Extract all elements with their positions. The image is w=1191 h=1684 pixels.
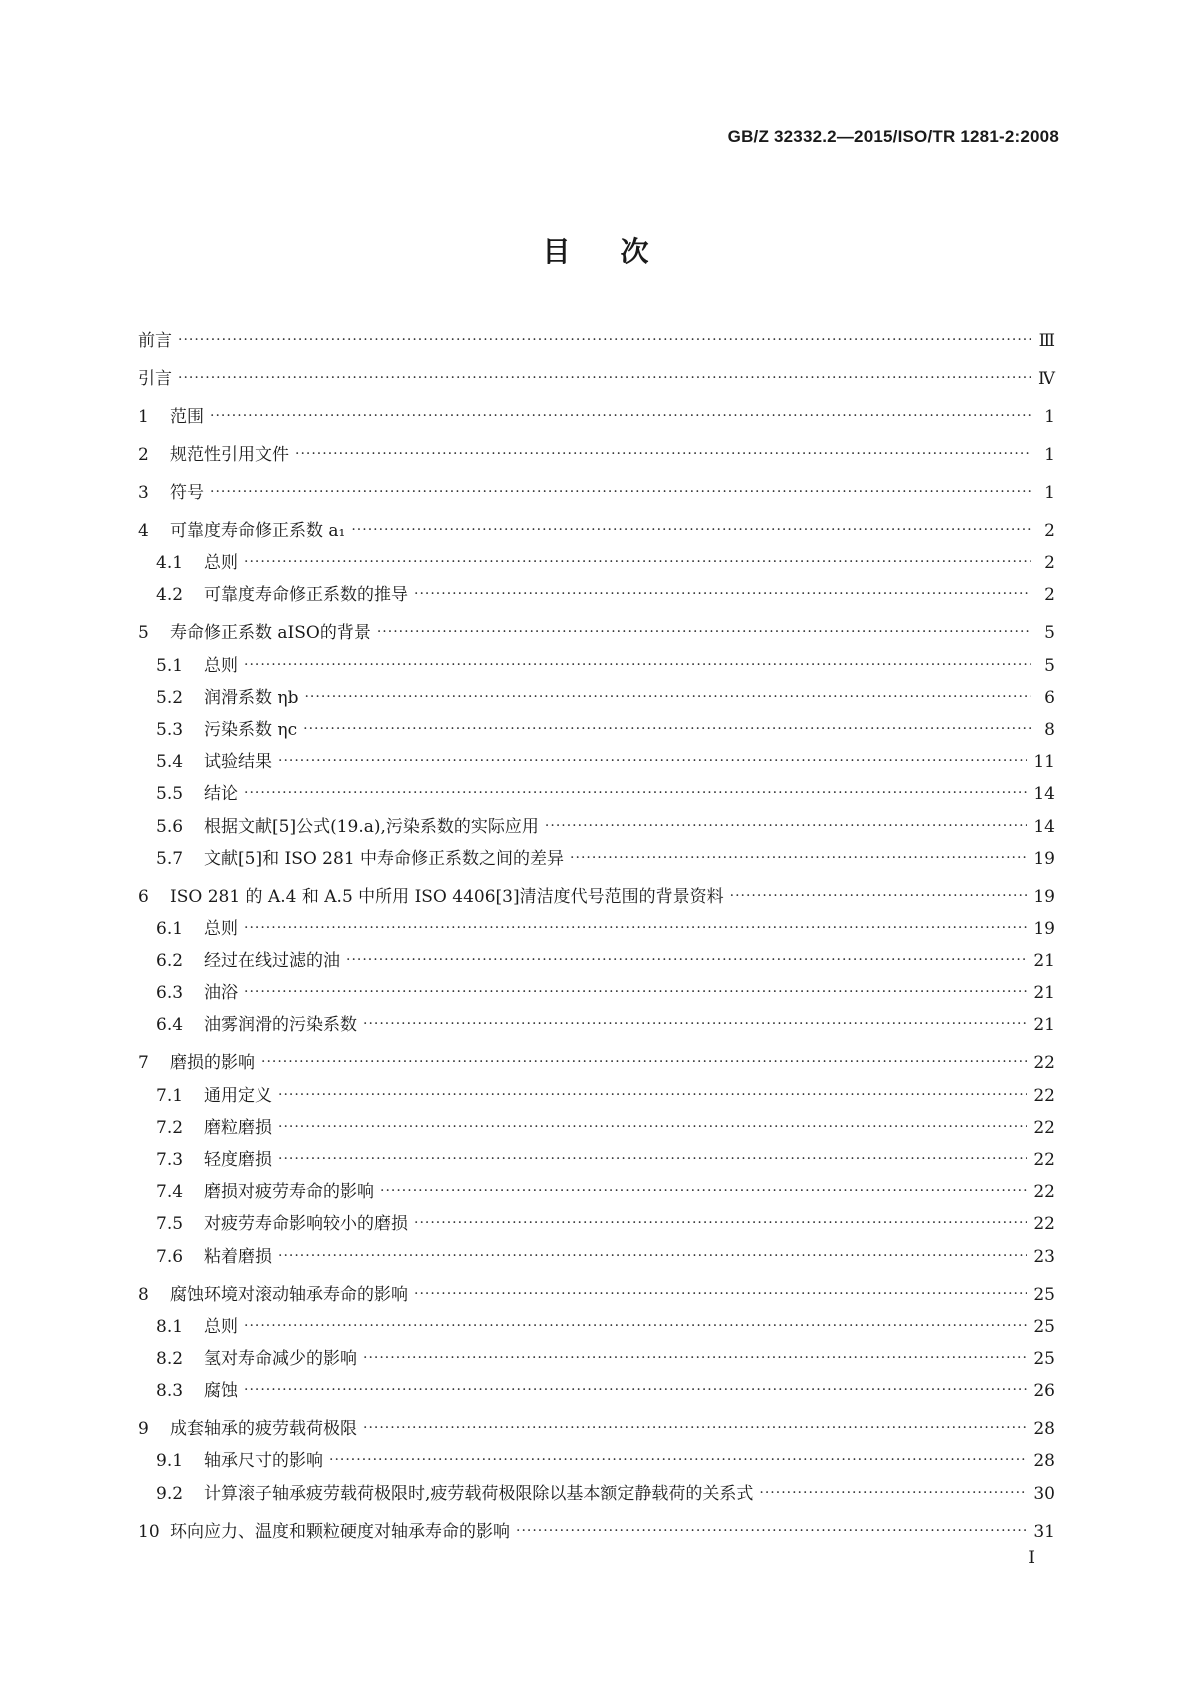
toc-entry-title: 通用定义: [204, 1085, 272, 1106]
toc-leader-dots: [210, 404, 1031, 427]
toc-entry-number: 10: [138, 1521, 160, 1542]
toc-entry-title: 经过在线过滤的油: [204, 951, 340, 972]
toc-subentry[interactable]: [138, 848, 1055, 871]
toc-entry-title: 总则: [204, 918, 238, 939]
toc-entry-number: 4.2: [156, 585, 184, 606]
toc-leader-dots: [278, 1083, 1027, 1106]
toc-entry-page: 2: [1044, 553, 1055, 574]
toc-leader-dots: [178, 328, 1031, 351]
toc-leader-dots: [377, 620, 1031, 643]
toc-entry-title: 结论: [204, 784, 238, 805]
toc-subentry[interactable]: [138, 1149, 1055, 1172]
toc-subentry[interactable]: [138, 1117, 1055, 1140]
toc-leader-dots: [570, 846, 1027, 869]
toc-entry-page: 28: [1033, 1451, 1055, 1472]
toc-leader-dots: [351, 518, 1031, 541]
toc-entry-title: 根据文献[5]公式(19.a),污染系数的实际应用: [204, 816, 539, 837]
toc-subentry[interactable]: [138, 816, 1055, 839]
toc-subentry[interactable]: [138, 552, 1055, 575]
toc-entry-page: 25: [1033, 1284, 1055, 1305]
toc-entry-number: 8.3: [156, 1381, 184, 1402]
toc-entry-page: 22: [1033, 1214, 1055, 1235]
toc-leader-dots: [363, 1346, 1027, 1369]
toc-entry-number: 7.6: [156, 1246, 184, 1267]
toc-entry-number: 6.4: [156, 1015, 184, 1036]
toc-leader-dots: [244, 781, 1027, 804]
toc-entry-number: 5: [138, 623, 149, 644]
toc-entry-page: 11: [1033, 752, 1055, 773]
toc-subentry[interactable]: [138, 1085, 1055, 1108]
toc-entry-number: 9: [138, 1419, 149, 1440]
toc-entry-title: 试验结果: [204, 752, 272, 773]
toc-entry-page: 14: [1033, 784, 1055, 805]
toc-subentry[interactable]: [138, 918, 1055, 941]
toc-entry-title: ISO 281 的 A.4 和 A.5 中所用 ISO 4406[3]清洁度代号范围的背景资料: [170, 886, 724, 907]
toc-entry-page: Ⅳ: [1038, 369, 1055, 389]
toc-entry-title: 环向应力、温度和颗粒硬度对轴承寿命的影响: [170, 1521, 510, 1542]
toc-subentry[interactable]: [138, 719, 1055, 742]
toc-entry-number: 5.5: [156, 784, 184, 805]
toc-entry-title: 可靠度寿命修正系数的推导: [204, 585, 408, 606]
toc-leader-dots: [730, 884, 1028, 907]
toc-entry-number: 6.2: [156, 951, 184, 972]
toc-entry-title: 文献[5]和 ISO 281 中寿命修正系数之间的差异: [204, 848, 565, 869]
page-number: I: [1028, 1548, 1035, 1568]
toc-entry-number: 5.7: [156, 848, 184, 869]
toc-entry-title: 总则: [204, 655, 238, 676]
toc-entry-page: 19: [1033, 918, 1055, 939]
toc-leader-dots: [244, 1314, 1027, 1337]
toc-subentry[interactable]: [138, 1246, 1055, 1269]
toc-entry-number: 7.2: [156, 1117, 184, 1138]
toc-entry-page: 25: [1033, 1348, 1055, 1369]
toc-entry-title: 对疲劳寿命影响较小的磨损: [204, 1214, 408, 1235]
toc-leader-dots: [210, 480, 1031, 503]
toc-entry-title: 腐蚀环境对滚动轴承寿命的影响: [170, 1284, 408, 1305]
toc-entry-title: 轻度磨损: [204, 1150, 272, 1170]
toc-entry-title: 磨损的影响: [170, 1053, 255, 1074]
toc-entry-page: 22: [1033, 1182, 1055, 1203]
toc-entry[interactable]: [138, 520, 1055, 543]
toc-entry-title: 磨损对疲劳寿命的影响: [204, 1182, 374, 1203]
toc-subentry[interactable]: [138, 584, 1055, 607]
toc-entry-number: 6.1: [156, 918, 184, 939]
toc-entry-title: 寿命修正系数 aISO的背景: [170, 623, 371, 644]
toc-entry-title: 粘着磨损: [204, 1246, 272, 1267]
page-title: 目次: [542, 235, 699, 268]
toc-entry-page: 1: [1044, 407, 1055, 427]
toc-entry-page: 25: [1033, 1316, 1055, 1337]
toc-entry[interactable]: [138, 1521, 1055, 1544]
toc-entry-number: 7.1: [156, 1085, 184, 1106]
toc-entry-page: 1: [1044, 445, 1055, 465]
toc-entry-page: 26: [1033, 1381, 1055, 1402]
toc-subentry[interactable]: [138, 1483, 1055, 1506]
toc-leader-dots: [244, 1378, 1027, 1401]
toc-entry-number: 8: [138, 1284, 149, 1305]
toc-entry-number: 9.1: [156, 1451, 184, 1472]
toc-entry[interactable]: [138, 330, 1055, 353]
table-of-contents: [138, 330, 1055, 1544]
toc-entry-number: 5.3: [156, 719, 184, 740]
toc-leader-dots: [303, 717, 1031, 740]
toc-entry-number: 5.6: [156, 816, 184, 837]
toc-leader-dots: [178, 366, 1031, 389]
toc-entry-page: 22: [1033, 1085, 1055, 1106]
toc-leader-dots: [244, 653, 1031, 676]
toc-entry-number: 5.2: [156, 687, 184, 708]
toc-entry-title: 油雾润滑的污染系数: [204, 1015, 357, 1036]
toc-entry-title: 油浴: [204, 983, 238, 1004]
toc-entry-title: 腐蚀: [204, 1381, 238, 1402]
standard-code: GB/Z 32332.2—2015/ISO/TR 1281-2:2008: [727, 127, 1059, 146]
toc-entry-title: 引言: [138, 369, 172, 389]
toc-entry-page: 21: [1033, 951, 1055, 972]
toc-entry[interactable]: [138, 886, 1055, 909]
toc-entry[interactable]: [138, 444, 1055, 467]
toc-leader-dots: [244, 550, 1031, 573]
toc-subentry[interactable]: [138, 1380, 1055, 1403]
toc-subentry[interactable]: [138, 1181, 1055, 1204]
toc-entry-title: 氢对寿命减少的影响: [204, 1348, 357, 1369]
toc-entry-page: 30: [1033, 1483, 1055, 1504]
toc-entry-number: 5.1: [156, 655, 184, 676]
toc-entry[interactable]: [138, 368, 1055, 391]
toc-entry-title: 前言: [138, 331, 172, 351]
toc-entry-page: 6: [1044, 687, 1055, 708]
toc-entry-page: 5: [1044, 623, 1055, 644]
toc-entry-number: 6.3: [156, 983, 184, 1004]
toc-entry[interactable]: [138, 1284, 1055, 1307]
toc-entry-page: 19: [1033, 886, 1055, 907]
toc-entry-title: 润滑系数 ηb: [204, 687, 299, 708]
toc-subentry[interactable]: [138, 1450, 1055, 1473]
toc-entry-title: 符号: [170, 483, 204, 503]
toc-subentry[interactable]: [138, 1316, 1055, 1339]
toc-leader-dots: [516, 1519, 1027, 1542]
toc-entry-page: 19: [1033, 848, 1055, 869]
toc-entry-number: 9.2: [156, 1483, 184, 1504]
toc-entry-page: 8: [1044, 719, 1055, 740]
toc-entry-title: 可靠度寿命修正系数 a₁: [170, 521, 346, 541]
toc-leader-dots: [304, 685, 1031, 708]
toc-entry-page: 22: [1033, 1117, 1055, 1138]
toc-leader-dots: [414, 1211, 1027, 1234]
toc-subentry[interactable]: [138, 1213, 1055, 1236]
toc-leader-dots: [346, 948, 1027, 971]
toc-entry-number: 8.1: [156, 1316, 184, 1337]
toc-subentry[interactable]: [138, 655, 1055, 678]
toc-leader-dots: [414, 582, 1031, 605]
toc-leader-dots: [261, 1050, 1027, 1073]
toc-entry-page: 2: [1044, 521, 1055, 541]
toc-entry-page: 14: [1033, 816, 1055, 837]
toc-leader-dots: [278, 1115, 1027, 1138]
toc-entry-page: 22: [1033, 1053, 1055, 1074]
toc-entry-page: 22: [1033, 1150, 1055, 1170]
toc-entry-title: 范围: [170, 407, 204, 427]
toc-entry-number: 3: [138, 483, 149, 503]
toc-subentry[interactable]: [138, 950, 1055, 973]
toc-leader-dots: [329, 1448, 1027, 1471]
toc-leader-dots: [759, 1481, 1027, 1504]
toc-entry-number: 4.1: [156, 553, 184, 574]
toc-entry-number: 7.3: [156, 1150, 184, 1170]
toc-subentry[interactable]: [138, 687, 1055, 710]
toc-entry-title: 规范性引用文件: [170, 445, 289, 465]
toc-entry-page: 23: [1033, 1246, 1055, 1267]
toc-entry-number: 4: [138, 521, 149, 541]
toc-subentry[interactable]: [138, 1014, 1055, 1037]
toc-entry-page: 21: [1033, 983, 1055, 1004]
toc-leader-dots: [244, 980, 1027, 1003]
toc-entry-title: 污染系数 ηc: [204, 719, 298, 740]
toc-leader-dots: [295, 442, 1031, 465]
toc-entry-number: 6: [138, 886, 149, 907]
toc-subentry[interactable]: [138, 1348, 1055, 1371]
toc-subentry[interactable]: [138, 783, 1055, 806]
toc-leader-dots: [363, 1416, 1027, 1439]
toc-entry-page: 2: [1044, 585, 1055, 606]
toc-leader-dots: [363, 1012, 1027, 1035]
toc-entry-number: 7.4: [156, 1182, 184, 1203]
toc-leader-dots: [278, 1244, 1027, 1267]
toc-entry-number: 5.4: [156, 752, 184, 773]
toc-leader-dots: [380, 1179, 1027, 1202]
toc-entry-page: 21: [1033, 1015, 1055, 1036]
toc-subentry[interactable]: [138, 751, 1055, 774]
toc-leader-dots: [244, 916, 1027, 939]
toc-entry-title: 成套轴承的疲劳载荷极限: [170, 1419, 357, 1440]
toc-entry-number: 7.5: [156, 1214, 184, 1235]
toc-entry-number: 1: [138, 407, 149, 427]
toc-entry-number: 8.2: [156, 1348, 184, 1369]
toc-entry-title: 总则: [204, 553, 238, 574]
toc-entry-page: 28: [1033, 1419, 1055, 1440]
toc-leader-dots: [278, 749, 1027, 772]
toc-entry[interactable]: [138, 1418, 1055, 1441]
toc-entry-number: 7: [138, 1053, 149, 1074]
toc-entry[interactable]: [138, 406, 1055, 429]
toc-entry[interactable]: [138, 622, 1055, 645]
toc-entry-title: 磨粒磨损: [204, 1117, 272, 1138]
toc-entry[interactable]: [138, 1052, 1055, 1075]
toc-entry-page: 5: [1044, 655, 1055, 676]
toc-subentry[interactable]: [138, 982, 1055, 1005]
toc-entry[interactable]: [138, 482, 1055, 505]
toc-entry-page: 31: [1033, 1521, 1055, 1542]
toc-leader-dots: [545, 814, 1027, 837]
toc-entry-page: 1: [1044, 483, 1055, 503]
toc-entry-page: Ⅲ: [1038, 331, 1055, 351]
toc-entry-title: 轴承尺寸的影响: [204, 1451, 323, 1472]
toc-leader-dots: [278, 1147, 1027, 1170]
toc-entry-number: 2: [138, 445, 149, 465]
toc-entry-title: 计算滚子轴承疲劳载荷极限时,疲劳载荷极限除以基本额定静载荷的关系式: [204, 1483, 754, 1504]
toc-entry-title: 总则: [204, 1316, 238, 1337]
toc-leader-dots: [414, 1282, 1027, 1305]
